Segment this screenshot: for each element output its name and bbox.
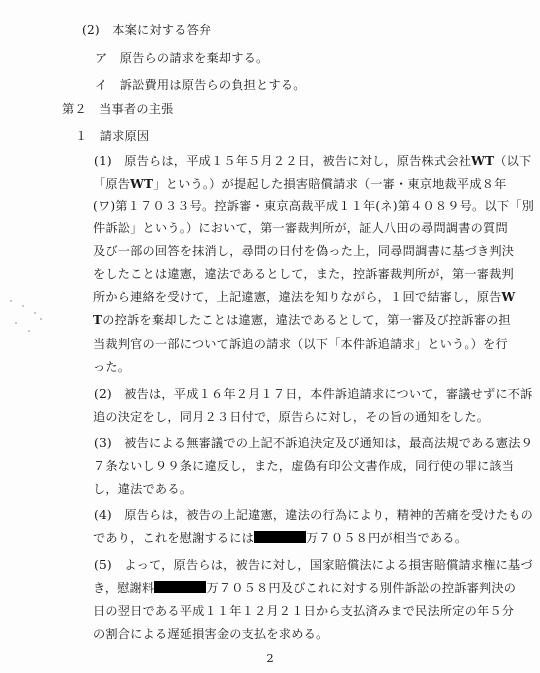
redaction-block: [254, 531, 306, 543]
part-2-title: 第２ 当事者の主張: [62, 102, 174, 116]
para-1-line-5: 及び一部の回答を抹消し，尋問の日付を偽った上，同尋問調書に基づき判決: [93, 244, 515, 258]
para-1-line-8: Tの控訴を棄却したことは違憲，違法であるとして，第一審及び控訴審の担: [93, 313, 511, 327]
para-1-line-3: (ワ)第１７０３３号。控訴審・東京高裁平成１１年(ネ)第４０８９号。以下「別: [93, 199, 534, 213]
para-4-line-2: であり，これを慰謝するには 万７０５８円が相当である。: [93, 531, 468, 545]
scan-artifact: [10, 300, 12, 302]
para-1-line-2: 「原告WT」という。）が提起した損害賠償請求（一審・東京地裁平成８年: [93, 177, 507, 191]
para-4-line-1: (4) 原告らは，被告の上記違憲，違法の行為により，精神的苦痛を受けたもの: [94, 508, 534, 522]
para-1-line-6: をしたことは違憲，違法であるとして，また，控訴審裁判所が，第一審裁判: [93, 267, 514, 281]
section-2-heading: (2) 本案に対する答弁: [82, 23, 212, 37]
scan-artifact: [40, 318, 42, 320]
para-5-line-4: の割合による遅延損害金の支払を求める。: [93, 627, 329, 641]
para-1-line-9: 当裁判官の一部について訴追の請求（以下「本件訴追請求」という。）を行: [93, 337, 508, 351]
para-2-line-1: (2) 被告は，平成１６年２月１７日，本件訴追請求について，審議せずに不訴: [94, 387, 533, 401]
para-1-line-4: 件訴訟」という。）において，第一審裁判所が，証人八田の尋問調書の質問: [93, 221, 508, 235]
para-5-line-3: 日の翌日である平成１１年１２月２１日から支払済みまで民法所定の年５分: [93, 604, 515, 618]
page-number: 2: [266, 651, 274, 665]
para-3-line-1: (3) 被告による無審議での上記不訴追決定及び通知は，最高法規である憲法９: [94, 436, 534, 450]
para-1-line-10: った。: [93, 360, 131, 374]
claim-cause-heading: １ 請求原因: [75, 129, 150, 143]
scan-artifact: [15, 322, 17, 324]
para-1-line-1: (1) 原告らは，平成１５年５月２２日，被告に対し，原告株式会社WT（以下: [94, 154, 532, 168]
para-5-line-1: (5) よって，原告らは，被告に対し，国家賠償法による損害賠償請求権に基づ: [94, 558, 533, 572]
para-1-line-7: 所から連絡を受けて，上記違憲，違法を知りながら，１回で結審し，原告W: [93, 290, 516, 304]
para-3-line-3: し，違法である。: [93, 482, 193, 496]
answer-item-i: イ 訴訟費用は原告らの負担とする。: [95, 78, 306, 92]
answer-item-a: ア 原告らの請求を棄却する。: [95, 51, 269, 65]
para-5-line-2: き，慰謝料 万７０５８円及びこれに対する別件訴訟の控訴審判決の: [93, 581, 517, 595]
redaction-block: [154, 581, 206, 593]
para-2-line-2: 追の決定をし，同月２３日付で，原告らに対し，その旨の通知をした。: [93, 410, 490, 424]
scan-artifact: [22, 305, 24, 307]
scan-artifact: [34, 312, 36, 314]
para-3-line-2: ７条ないし９９条に違反し，また，虚偽有印公文書作成，同行使の罪に該当: [93, 459, 515, 473]
scan-artifact: [28, 330, 30, 332]
